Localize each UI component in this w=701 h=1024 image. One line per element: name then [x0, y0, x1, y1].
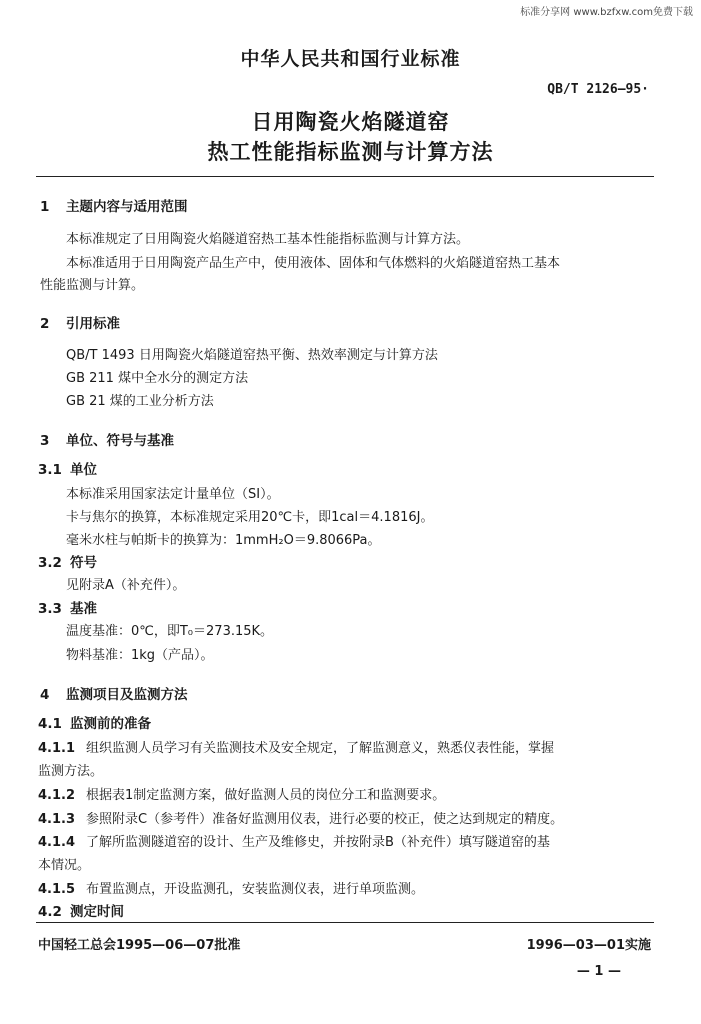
paragraph: 温度基准：0℃，即T₀＝273.15K。: [66, 624, 274, 639]
footer-divider: [36, 922, 654, 923]
subsection-title: 符号: [70, 555, 97, 571]
paragraph: 物料基准：1kg（产品）。: [66, 648, 214, 663]
paragraph: 毫米水柱与帕斯卡的换算为：1mmH₂O＝9.8066Pa。: [66, 533, 381, 548]
clause-continuation: 本情况。: [38, 858, 91, 873]
subsection-number: 3.3: [38, 601, 62, 617]
paragraph: 卡与焦尔的换算，本标准规定采用20℃卡，即1cal＝4.1816J。: [66, 510, 434, 525]
paragraph: 见附录A（补充件）。: [66, 578, 186, 593]
clause-number: 4.1.4: [38, 835, 76, 850]
clause-text: 了解所监测隧道窑的设计、生产及维修史，并按附录B（补充件）填写隧道窑的基: [86, 835, 550, 850]
clause-continuation: 监测方法。: [38, 764, 104, 779]
paragraph: 本标准规定了日用陶瓷火焰隧道窑热工基本性能指标监测与计算方法。: [66, 232, 470, 247]
section-1-heading: [40, 195, 188, 215]
clause-text: 根据表1制定监测方案，做好监测人员的岗位分工和监测要求。: [86, 788, 446, 803]
paragraph-continuation: 性能监测与计算。: [40, 278, 145, 293]
clause-number: 4.1.5: [38, 882, 76, 897]
effective-date: 1996—03—01实施: [526, 938, 651, 953]
subsection-title: 监测前的准备: [70, 716, 151, 732]
clause-4-1-1: [38, 737, 554, 756]
clause-text: 布置监测点，开设监测孔，安装监测仪表，进行单项监测。: [86, 882, 425, 897]
subsection-3-3-heading: [38, 597, 97, 617]
document-title-line-2: 热工性能指标监测与计算方法: [207, 140, 494, 164]
subsection-number: 4.1: [38, 716, 62, 732]
clause-text: 组织监测人员学习有关监测技术及安全规定，了解监测意义，熟悉仪表性能，掌握: [86, 741, 555, 756]
reference-item: GB 21 煤的工业分析方法: [66, 394, 214, 409]
section-title: 主题内容与适用范围: [66, 199, 188, 215]
subsection-3-1-heading: [38, 458, 97, 478]
subsection-4-2-heading: [38, 900, 124, 920]
subsection-number: 3.2: [38, 555, 62, 571]
subsection-3-2-heading: [38, 551, 97, 571]
issuing-authority: 中华人民共和国行业标准: [240, 48, 461, 70]
standard-number: QB/T 2126—95·: [547, 82, 649, 97]
page-number: — 1 —: [576, 964, 621, 979]
section-number: 2: [40, 316, 50, 332]
subsection-title: 基准: [70, 601, 97, 617]
watermark-text: 标准分享网 www.bzfxw.com免费下载: [520, 7, 693, 18]
header-divider: [36, 176, 654, 177]
subsection-number: 4.2: [38, 904, 62, 920]
section-number: 4: [40, 687, 50, 703]
document-title-line-1: 日用陶瓷火焰隧道窑: [251, 110, 450, 134]
section-title: 单位、符号与基准: [66, 433, 174, 449]
section-number: 3: [40, 433, 50, 449]
section-2-heading: [40, 312, 120, 332]
paragraph: 本标准适用于日用陶瓷产品生产中，使用液体、固体和气体燃料的火焰隧道窑热工基本: [66, 256, 561, 271]
approval-date: 中国轻工总会1995—06—07批准: [38, 938, 241, 953]
reference-item: GB 211 煤中全水分的测定方法: [66, 371, 249, 386]
clause-4-1-4: [38, 831, 550, 850]
section-3-heading: [40, 429, 174, 449]
paragraph: 本标准采用国家法定计量单位（SI）。: [66, 487, 280, 502]
subsection-title: 单位: [70, 462, 97, 478]
clause-number: 4.1.3: [38, 812, 76, 827]
clause-4-1-3: [38, 808, 563, 827]
clause-4-1-5: [38, 878, 424, 897]
clause-text: 参照附录C（参考件）准备好监测用仪表，进行必要的校正，使之达到规定的精度。: [86, 812, 564, 827]
subsection-number: 3.1: [38, 462, 62, 478]
section-title: 引用标准: [66, 316, 120, 332]
clause-number: 4.1.2: [38, 788, 76, 803]
subsection-4-1-heading: [38, 712, 151, 732]
clause-number: 4.1.1: [38, 741, 76, 756]
clause-4-1-2: [38, 784, 445, 803]
section-title: 监测项目及监测方法: [66, 687, 188, 703]
section-4-heading: [40, 683, 188, 703]
subsection-title: 测定时间: [70, 904, 124, 920]
section-number: 1: [40, 199, 50, 215]
reference-item: QB/T 1493 日用陶瓷火焰隧道窑热平衡、热效率测定与计算方法: [66, 348, 438, 363]
